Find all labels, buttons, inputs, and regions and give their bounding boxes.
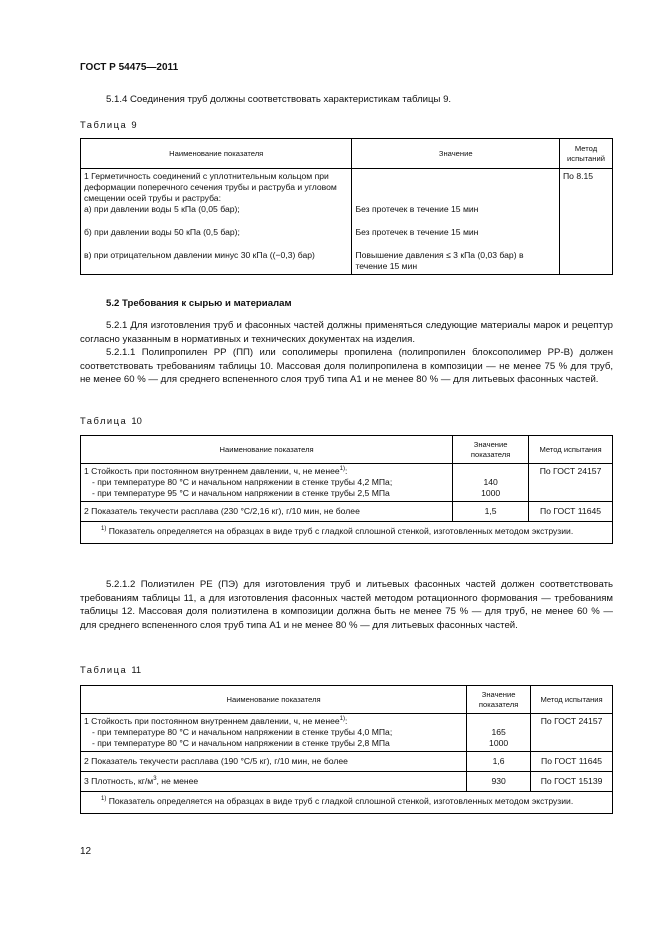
table10-row1-method: По ГОСТ 24157 <box>529 464 613 502</box>
table11-row1-value-2: 1000 <box>489 738 509 748</box>
table-10 <box>80 435 613 544</box>
table-11 <box>80 685 613 814</box>
table9-caption <box>80 119 137 130</box>
table11-row1-name <box>81 714 467 752</box>
clause-5-2-1: 5.2.1 Для изготовления труб и фасонных частей должны применяться следующие материалы марок и рецептур согласно указанным в нормативных и технических документах на изделия. <box>80 320 613 345</box>
table10-row1-title <box>84 466 449 477</box>
table11-header-value: Значение показателя <box>467 686 531 714</box>
table11-row1-title <box>84 716 463 727</box>
table10-row1-value-1: 140 <box>483 477 498 487</box>
table10-row1-values <box>453 464 529 502</box>
table11-row1-value-1: 165 <box>491 727 506 737</box>
table10-row1-title-tail: : <box>344 466 348 476</box>
table11-caption <box>80 664 141 675</box>
table10-caption-word: Таблица <box>80 415 128 426</box>
table11-row2-name: 2 Показатель текучести расплава (190 °С/5 кг), г/10 мин, не более <box>81 752 467 772</box>
table9-row-a: а) при давлении воды 5 кПа (0,05 бар); <box>84 204 240 214</box>
table-9 <box>80 138 613 275</box>
table11-row3-name <box>81 772 467 792</box>
table10-footnote-text: Показатель определяется на образцах в виде труб с гладкой сплошной стенкой, изготовленных методом экструзии. <box>106 526 574 536</box>
table11-footnote <box>81 792 613 814</box>
table10-row1-footnote-mark: 1) <box>339 466 345 473</box>
clause-5-1-4: 5.1.4 Соединения труб должны соответствовать характеристикам таблицы 9. <box>106 94 452 105</box>
table9-row-main: 1 Герметичность соединений с уплотнительным кольцом при деформации поперечного сечения трубы и раструба и угловом смещении осей трубы и раструба: <box>84 171 337 203</box>
table11-row3-title-tail: , не менее <box>156 776 199 786</box>
table9-header-value: Значение <box>352 139 560 169</box>
clause-5-2-1-1: 5.2.1.1 Полипропилен РР (ПП) или сополимеры пропилена (полипропилен блоксополимер РР-В) должен соответствовать требованиям таблицы 10. Массовая доля полипропилена в композиции — не менее 75 % для труб, не менее 60 % — для среднего вспененного слоя труб типа А1 и не менее 80 % — для литьевых фасонных частей. <box>80 347 613 386</box>
table10-footnote-mark: 1) <box>101 526 107 533</box>
table9-header-method: Метод испытаний <box>560 139 613 169</box>
clause-5-2-1-2: 5.2.1.2 Полиэтилен РЕ (ПЭ) для изготовления труб и литьевых фасонных частей должен соответствовать требованиям таблицы 11, а для изготовления фасонных частей методом ротационного формования — требованиям таблицы 12. Массовая доля полиэтилена в композиции должна быть не менее 75 % — для труб, не менее 60 % — для среднего вспененного слоя труб типа А1 и не менее 80 % — для литьевых фасонных частей. <box>80 579 613 631</box>
table9-row-b-value: Без протечек в течение 15 мин <box>355 227 479 237</box>
table11-row3-superscript: 3 <box>153 776 157 783</box>
table9-row-name <box>81 169 352 275</box>
table9-header-name: Наименование показателя <box>81 139 352 169</box>
table10-row1-a: - при температуре 80 °С и начальном напряжении в стенке трубы 4,2 МПа; <box>92 477 393 487</box>
table11-row1-method: По ГОСТ 24157 <box>531 714 613 752</box>
table11-row1-values <box>467 714 531 752</box>
table11-row1-a: - при температуре 80 °С и начальном напряжении в стенке трубы 4,0 МПа; <box>92 727 393 737</box>
table10-header-name: Наименование показателя <box>81 436 453 464</box>
table9-row-method: По 8.15 <box>560 169 613 275</box>
table9-row-b: б) при давлении воды 50 кПа (0,5 бар); <box>84 227 240 237</box>
table10-caption-number: 10 <box>131 415 142 426</box>
table11-row3-value: 930 <box>467 772 531 792</box>
table11-caption-number: 11 <box>131 664 142 675</box>
table11-row2-method: По ГОСТ 11645 <box>531 752 613 772</box>
table10-row1-value-2: 1000 <box>481 488 501 498</box>
table11-row1-title-text: 1 Стойкость при постоянном внутреннем давлении, ч, не менее <box>84 716 340 726</box>
table9-caption-number: 9 <box>131 119 137 130</box>
table11-row2-value: 1,6 <box>467 752 531 772</box>
document-header: ГОСТ Р 54475—2011 <box>80 62 179 73</box>
table11-footnote-text: Показатель определяется на образцах в виде труб с гладкой сплошной стенкой, изготовленных методом экструзии. <box>106 796 574 806</box>
table11-footnote-mark: 1) <box>101 796 107 803</box>
section-5-2-title: 5.2 Требования к сырью и материалам <box>106 298 292 309</box>
table11-row1-title-tail: : <box>344 716 348 726</box>
table10-row2-method: По ГОСТ 11645 <box>529 502 613 522</box>
table10-header-method: Метод испытания <box>529 436 613 464</box>
table11-header-name: Наименование показателя <box>81 686 467 714</box>
table9-row-values <box>352 169 560 275</box>
table10-row2-value: 1,5 <box>453 502 529 522</box>
page-number: 12 <box>80 846 92 857</box>
table10-caption <box>80 415 142 426</box>
table11-caption-word: Таблица <box>80 664 128 675</box>
table11-row1-footnote-mark: 1) <box>339 716 345 723</box>
table9-row-a-value: Без протечек в течение 15 мин <box>355 204 479 214</box>
table10-row1-name <box>81 464 453 502</box>
table11-header-method: Метод испытания <box>531 686 613 714</box>
table10-footnote <box>81 522 613 544</box>
table11-row3-title: 3 Плотность, кг/м <box>84 776 154 786</box>
table9-row-c-value: Повышение давления ≤ 3 кПа (0,03 бар) в течение 15 мин <box>355 250 524 271</box>
table9-row-c: в) при отрицательном давлении минус 30 кПа ((−0,3) бар) <box>84 250 315 260</box>
table10-row1-b: - при температуре 95 °С и начальном напряжении в стенке трубы 2,5 МПа <box>92 488 390 498</box>
table11-row3-method: По ГОСТ 15139 <box>531 772 613 792</box>
table10-row1-title-text: 1 Стойкость при постоянном внутреннем давлении, ч, не менее <box>84 466 340 476</box>
table10-header-value: Значение показателя <box>453 436 529 464</box>
table11-row1-b: - при температуре 80 °С и начальном напряжении в стенке трубы 2,8 МПа <box>92 738 390 748</box>
table10-row2-name: 2 Показатель текучести расплава (230 °С/2,16 кг), г/10 мин, не более <box>81 502 453 522</box>
table9-caption-word: Таблица <box>80 119 128 130</box>
